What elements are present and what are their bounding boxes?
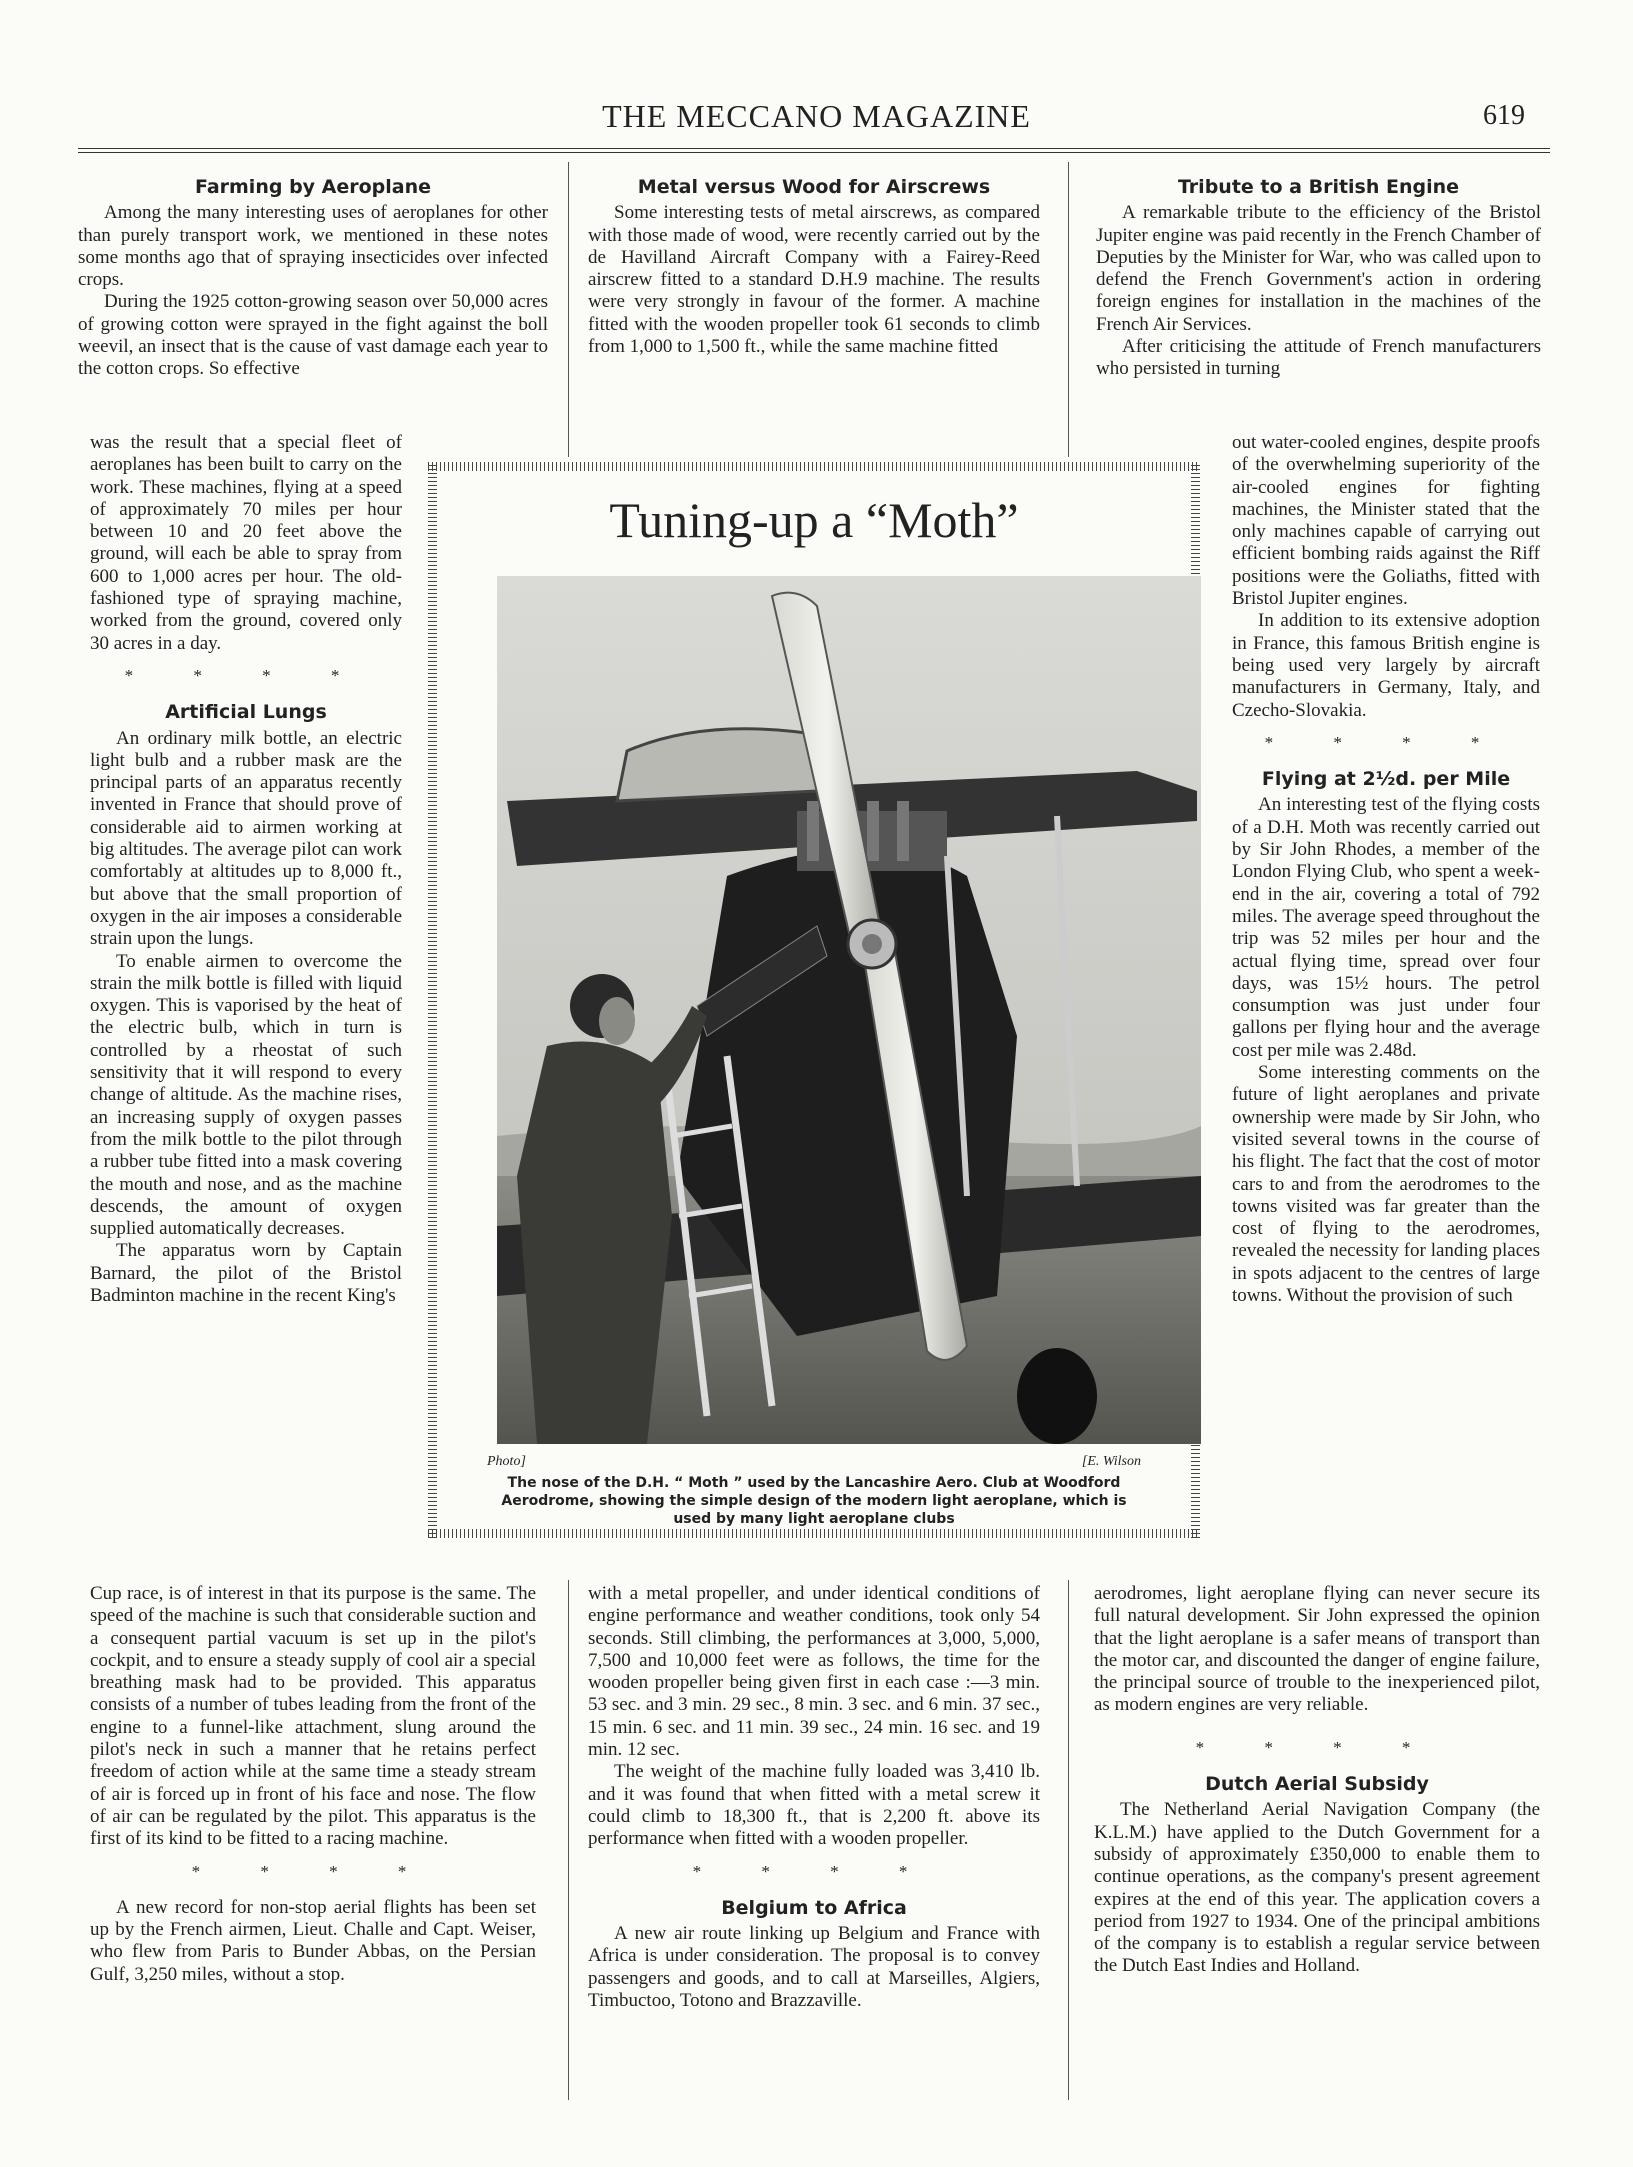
tribute-article-cont	[1232, 432, 1540, 1307]
airscrews-paragraph-2: with a metal propeller, and under identical conditions of engine performance and weather conditions, took only 54 seconds. Still climbing, the performances at 3,000, 5,000, 7,500 and 10,000 feet were as follows, the time for the wooden propeller being given first in each case :—3 min. 53 sec. and 3 min. 29 sec., 8 min. 3 sec. and 6 min. 37 sec., 15 min. 6 sec. and 11 min. 39 sec., 24 min. 16 sec. and 19 min. 12 sec.	[588, 1583, 1040, 1761]
tribute-paragraph-1: A remarkable tribute to the efficiency of the Bristol Jupiter engine was paid recently in the French Chamber of Deputies by the Minister for War, who was called upon to defend the French Government's action in ordering foreign engines for installation in the machines of the French Air Services.	[1096, 202, 1541, 335]
page-number: 619	[1483, 100, 1525, 131]
airscrews-paragraph-3: The weight of the machine fully loaded was 3,410 lb. and it was found that when fitted with a metal screw it could climb to 18,300 ft., that is 2,200 ft. above its performance when fitted with a wooden propeller.	[588, 1761, 1040, 1850]
feature-frame	[428, 462, 1200, 1538]
moth-photograph	[497, 576, 1201, 1444]
column-divider-left-top	[568, 162, 569, 457]
farming-article-cont	[90, 432, 402, 1307]
lungs-heading: Artificial Lungs	[165, 701, 327, 724]
tribute-paragraph-3: out water-cooled engines, despite proofs of the overwhelming superiority of the air-cooled engines for fighting machines, the Minister stated that the only machines capable of carrying out efficient bombing raids against the Riff positions were the Goliaths, fitted with Bristol Jupiter engines.	[1232, 432, 1540, 610]
airscrews-paragraph-1: Some interesting tests of metal airscrews, as compared with those made of wood, were recently carried out by the de Havilland Aircraft Company with a Fairey-Reed airscrew fitted to a standard D.H.9 machine. The results were very strongly in favour of the former. A machine fitted with the wooden propeller took 61 seconds to climb from 1,000 to 1,500 ft., while the same machine fitted	[588, 202, 1040, 358]
tribute-heading: Tribute to a British Engine	[1177, 176, 1460, 198]
flying-paragraph-wide: aerodromes, light aeroplane flying can never secure its full natural development. Sir John expressed the opinion that the light aeroplane is a safer means of transport than the motor car, and discounted the danger of engine failure, the principal source of trouble to the inexperienced pilot, as modern engines are very reliable.	[1094, 1583, 1540, 1716]
farming-paragraph-narrow: was the result that a special fleet of aeroplanes has been built to carry on the work. These machines, flying at a speed of approximately 70 miles per hour between 10 and 20 feet above the ground, will each be able to spray from 600 to 1,000 acres per hour. The old-fashioned type of spraying machine, worked from the ground, covered only 30 acres in a day.	[90, 432, 402, 654]
lungs-paragraph-2: To enable airmen to overcome the strain the milk bottle is filled with liquid oxygen. This is vaporised by the heat of the electric bulb, which in turn is controlled by a rheostat of such sensitivity that it will respond to every change of altitude. As the machine rises, an increasing supply of oxygen passes from the milk bottle to the pilot through a rubber tube fitted into a mask covering the mouth and nose, and as the machine descends, the amount of oxygen supplied automatically decreases.	[90, 950, 402, 1240]
lungs-article-cont	[90, 1583, 536, 1986]
header-rule-top	[78, 148, 1550, 149]
section-stars: * * * *	[124, 665, 368, 685]
farming-paragraph-1: Among the many interesting uses of aeroplanes for other than purely transport work, we mentioned in these notes some months ago that of spraying insecticides over infected crops.	[78, 202, 548, 291]
magazine-title: THE MECCANO MAGAZINE	[602, 98, 1031, 134]
photo-caption: The nose of the D.H. “ Moth ” used by the Lancashire Aero. Club at Woodford Aerodrome, showing the simple design of the modern light aeroplane, which is used by many light aeroplane clubs	[501, 1475, 1127, 1527]
farming-heading: Farming by Aeroplane	[194, 176, 432, 198]
dutch-paragraph: The Netherland Aerial Navigation Company (the K.L.M.) have applied to the Dutch Government for a subsidy of approximately £350,000 to enable them to continue operations, as the company's present agreement expires at the end of this year. The application covers a period from 1927 to 1934. One of the principal ambitions of the company is to establish a regular service between the Dutch East Indies and Holland.	[1094, 1799, 1540, 1977]
airscrews-article	[588, 176, 1040, 358]
belgium-heading: Belgium to Africa	[721, 1896, 907, 1919]
lungs-paragraph-3: The apparatus worn by Captain Barnard, the pilot of the Bristol Badminton machine in the recent King's	[90, 1240, 402, 1306]
farming-paragraph-2: During the 1925 cotton-growing season over 50,000 acres of growing cotton were sprayed in the fight against the boll weevil, an insect that is the cause of vast damage each year to the cotton crops. So effective	[78, 291, 548, 380]
lungs-paragraph-1: An ordinary milk bottle, an electric light bulb and a rubber mask are the principal parts of an apparatus recently invented in France that should prove of considerable aid to airmen working at big altitudes. The average pilot can work comfortably at altitudes up to 8,000 ft., but above that the small proportion of oxygen in the air imposes a considerable strain upon the lungs.	[90, 727, 402, 950]
section-stars: * * * *	[1195, 1737, 1439, 1757]
header-rule-bottom	[78, 152, 1550, 153]
tribute-article	[1096, 176, 1541, 381]
belgium-paragraph: A new air route linking up Belgium and France with Africa is under consideration. The proposal is to convey passengers and goods, and to call at Marseilles, Algiers, Timbuctoo, Totono and Brazzaville.	[588, 1923, 1040, 2012]
flying-heading: Flying at 2½d. per Mile	[1261, 768, 1511, 791]
tribute-paragraph-4: In addition to its extensive adoption in France, this famous British engine is being used very largely by aircraft manufacturers in Germany, Italy, and Czecho-Slovakia.	[1232, 610, 1540, 721]
section-stars: * * * *	[1264, 732, 1508, 752]
photographer-credit: [E. Wilson	[1081, 1454, 1141, 1469]
flying-article-cont	[1094, 1583, 1540, 1978]
airscrews-article-cont	[588, 1583, 1040, 2012]
airscrews-heading: Metal versus Wood for Airscrews	[637, 176, 991, 198]
dutch-heading: Dutch Aerial Subsidy	[1205, 1773, 1429, 1796]
flying-paragraph-2: Some interesting comments on the future of light aeroplanes and private ownership were made by Sir John, who visited several towns in the course of his flight. The fact that the cost of motor cars to and from the aerodromes to the towns visited was far greater than the cost of flying to the aerodromes, revealed the necessity for landing places in spots adjacent to the centres of large towns. Without the provision of such	[1232, 1062, 1540, 1306]
lungs-paragraph-wide: Cup race, is of interest in that its purpose is the same. The speed of the machine is such that considerable suction and a consequent partial vacuum is set up in the pilot's cockpit, and to ensure a steady supply of cool air a special breathing mask had to be provided. This apparatus consists of a number of tubes leading from the front of the engine to a funnel-like attachment, slung around the pilot's neck in such a manner that he retains perfect freedom of action while at the same time a steady stream of air is forced up in front of his face and nose. The flow of air can be regulated by the pilot. This apparatus is the first of its kind to be fitted to a racing machine.	[90, 1583, 536, 1850]
column-divider-left-bottom	[568, 1580, 569, 2100]
tribute-paragraph-2: After criticising the attitude of French manufacturers who persisted in turning	[1096, 336, 1541, 380]
section-stars: * * * *	[191, 1861, 435, 1881]
photo-credit-label: Photo]	[487, 1454, 526, 1469]
aeroplane-photo-image	[497, 576, 1201, 1444]
farming-article	[78, 176, 548, 381]
feature-title: Tuning-up a “Moth”	[609, 492, 1019, 548]
column-divider-right-top	[1068, 162, 1069, 457]
column-divider-right-bottom	[1068, 1580, 1069, 2100]
record-paragraph: A new record for non-stop aerial flights has been set up by the French airmen, Lieut. Challe and Capt. Weiser, who flew from Paris to Bunder Abbas, on the Persian Gulf, 3,250 miles, without a stop.	[90, 1896, 536, 1985]
flying-paragraph-1: An interesting test of the flying costs of a D.H. Moth was recently carried out by Sir John Rhodes, a member of the London Flying Club, who spent a week-end in the air, covering a total of 792 miles. The average speed throughout the trip was 52 miles per hour and the actual flying time, spread over four days, was 15½ hours. The petrol consumption was just under four gallons per flying hour and the average cost per mile was 2.48d.	[1232, 794, 1540, 1061]
section-stars: * * * *	[692, 1861, 936, 1881]
